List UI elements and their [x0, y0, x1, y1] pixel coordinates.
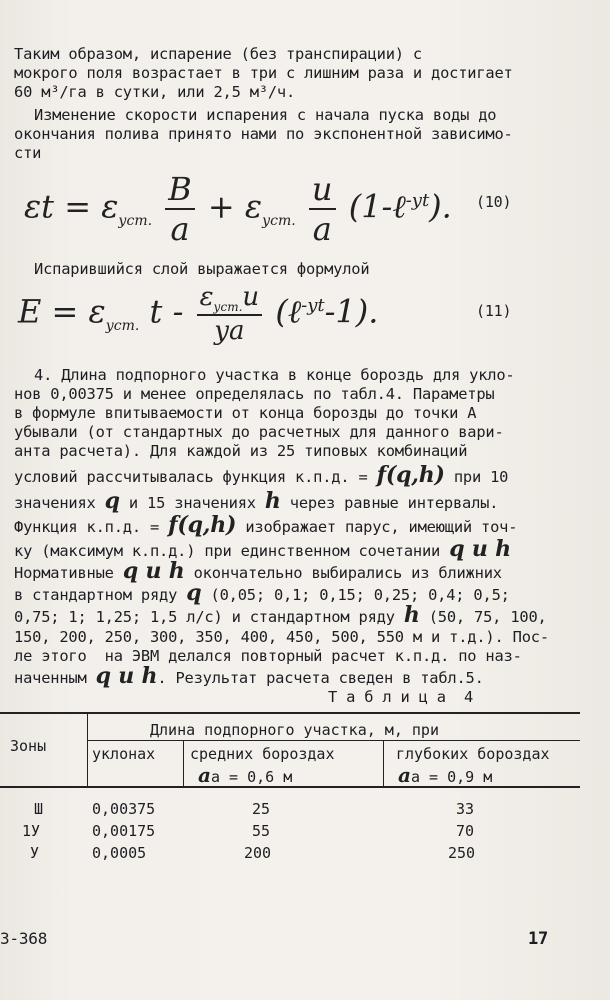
page-number: 17	[528, 929, 549, 949]
equation-11: $E = \varepsilon_{уст.}$ t - $\frac{\varepsilon_{уст.}u}{ya}$ (ℓ$^{-yt}$-1).	[18, 282, 379, 347]
table-group-rule	[88, 740, 580, 741]
p2-line-1: Изменение скорости испарения с начала пуска воды до	[34, 106, 497, 124]
table-row-3-mid: 200	[244, 844, 272, 862]
table-row-3-slope: 0,0005	[92, 844, 147, 862]
p1-line-2: мокрого поля возрастает в три с лишним раза и достигает	[14, 64, 513, 82]
p4-line-12: 0,75; 1; 1,25; 1,5 л/с) и стандартном ряду h (50, 75, 100,	[14, 602, 547, 628]
col-zones: Зоны	[10, 737, 47, 755]
table-row-2-slope: 0,00175	[92, 822, 156, 840]
p4-line-2: нов 0,00375 и менее определялась по табл.4. Параметры	[14, 385, 495, 403]
table-vline-1	[87, 712, 88, 787]
col-deep: глубоких бороздах	[396, 745, 550, 763]
p4-line-10: Нормативные q u h окончательно выбирались из ближних	[14, 558, 502, 584]
equation-11-number: (11)	[476, 302, 512, 320]
p4-line-9: ку (максимум к.п.д.) при единственном сочетании q u h	[14, 536, 511, 562]
p4-line-13: 150, 200, 250, 300, 350, 400, 450, 500, 550 м и т.д.). Пос-	[14, 628, 549, 646]
table-vline-3	[383, 740, 384, 787]
table-row-1-deep: 33	[456, 800, 475, 818]
table-row-2-deep: 70	[456, 822, 475, 840]
table-caption: Т а б л и ц а 4	[328, 688, 474, 706]
col-mid: средних бороздах	[190, 745, 335, 763]
p4-line-8: Функция к.п.д. = f(q,h) изображает парус, имеющий точ-	[14, 512, 518, 538]
col-slopes: уклонах	[92, 745, 156, 763]
p2-line-3: сти	[14, 144, 42, 162]
table-row-3-deep: 250	[448, 844, 476, 862]
p4-line-4: убывали (от стандартных до расчетных для данного вари-	[14, 423, 504, 441]
p4-line-3: в формуле впитываемости от конца борозды до точки А	[14, 404, 477, 422]
p4-line-6: условий рассчитывалась функция к.п.д. = f(q,h) при 10	[14, 462, 509, 488]
col-group: Длина подпорного участка, м, при	[150, 721, 439, 739]
function-f-qh: f(q,h)	[376, 462, 445, 488]
p1-line-1: Таким образом, испарение (без транспирации) с	[14, 45, 422, 63]
p4-line-7: значениях q и 15 значениях h через равные интервалы.	[14, 488, 499, 514]
p4-line-11: в стандартном ряду q (0,05; 0,1; 0,15; 0,25; 0,4; 0,5;	[14, 580, 510, 606]
table-row-3-zone: У	[30, 844, 40, 862]
print-code: 3-368	[0, 929, 48, 948]
p3-line: Испарившийся слой выражается формулой	[34, 260, 370, 278]
table-row-2-zone: 1У	[22, 822, 41, 840]
p4-line-15: наченным q u h. Результат расчета сведен в табл.5.	[14, 663, 484, 689]
equation-10-number: (10)	[476, 193, 512, 211]
table-row-1-mid: 25	[252, 800, 271, 818]
col-deep-sub: aa = 0,9 м	[398, 763, 493, 787]
table-row-1-zone: Ш	[34, 800, 44, 818]
table-row-1-slope: 0,00375	[92, 800, 156, 818]
table-row-2-mid: 55	[252, 822, 271, 840]
p1-line-3: 60 м³/га в сутки, или 2,5 м³/ч.	[14, 83, 296, 101]
p4-line-14: ле этого на ЭВМ делался повторный расчет к.п.д. по наз-	[14, 647, 522, 665]
p4-line-1: 4. Длина подпорного участка в конце бороздь для укло-	[34, 366, 515, 384]
p2-line-2: окончания полива принято нами по экспонентной зависимо-	[14, 125, 513, 143]
p4-line-5: анта расчета). Для каждой из 25 типовых комбинаций	[14, 442, 468, 460]
equation-10: $\varepsilon t = \varepsilon_{уст.}$ $\frac{B}{a}$ + $\varepsilon_{уст.}$ $\frac{u}{a}$ (1-ℓ$^{-yt}$).	[24, 170, 452, 248]
col-mid-sub: aa = 0,6 м	[198, 763, 293, 787]
table-vline-2	[183, 740, 184, 787]
